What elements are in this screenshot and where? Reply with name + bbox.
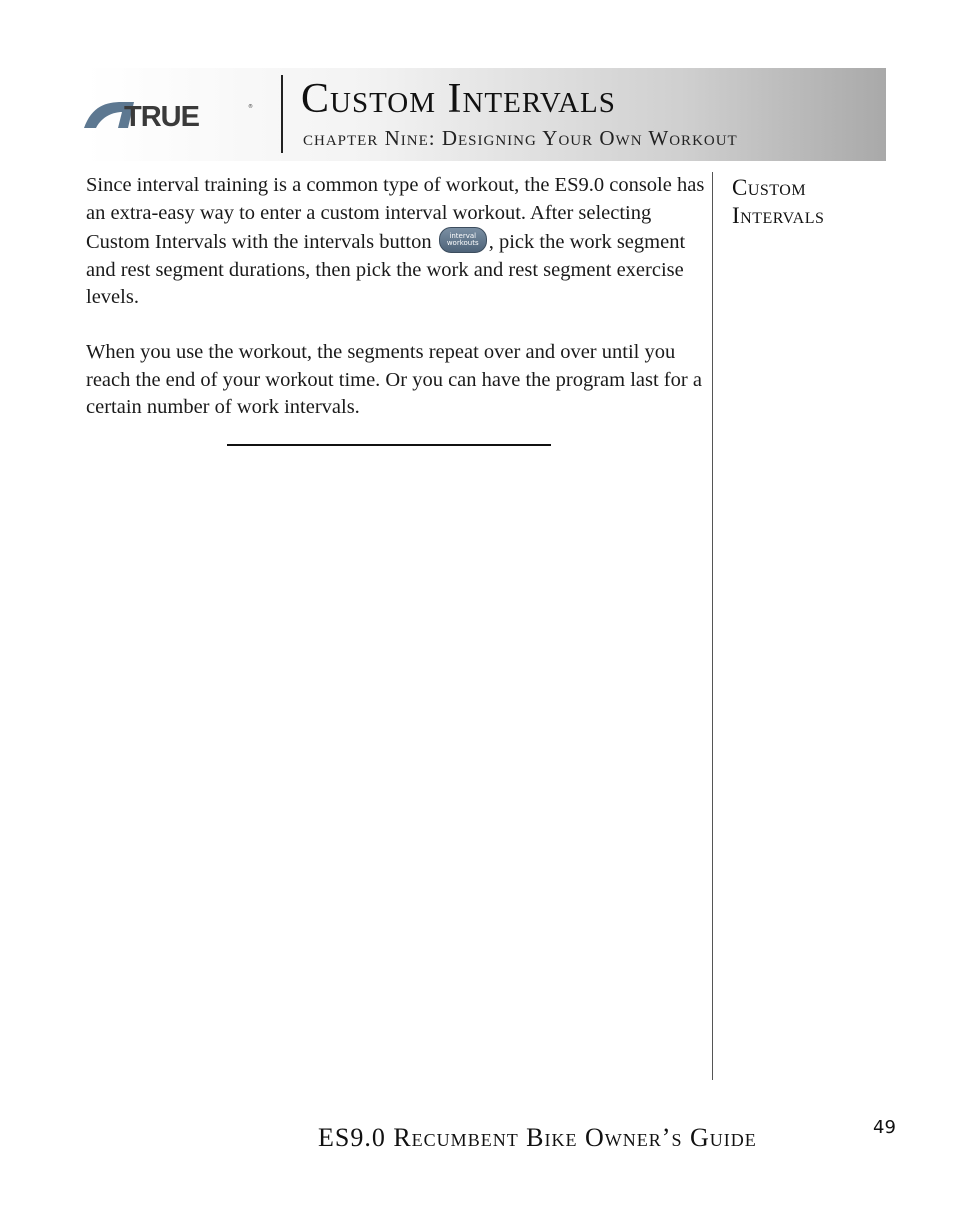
interval-workouts-button-icon	[439, 227, 487, 253]
button-icon-line-2: workouts	[446, 239, 479, 247]
true-logo	[84, 100, 253, 133]
paragraph-1	[86, 172, 706, 312]
logo-wordmark: TRUE	[124, 101, 199, 133]
paragraph-2: When you use the workout, the segments repeat over and over until you reach the end of your workout time. Or you can have the program last for a certain number of work intervals.	[86, 341, 702, 418]
logo-registered-mark: ®	[248, 104, 253, 110]
header-divider	[281, 75, 283, 153]
button-icon-line-1: interval	[449, 232, 477, 240]
page-title: Custom Intervals	[301, 76, 616, 122]
body-text	[86, 172, 706, 449]
sidebar-heading: Custom Intervals	[732, 175, 825, 228]
paragraph-1-tail: , pick the work segment and rest segment durations, then pick the work and rest segment exercise levels.	[86, 231, 686, 308]
section-rule	[227, 444, 551, 446]
page-number: 49	[873, 1117, 896, 1138]
paragraph-1-lead: Since interval training is a common type of workout, the ES9.0 console has an extra-easy way to enter a custom interval workout. After selecting Custom Intervals with the intervals button	[86, 174, 705, 253]
column-divider	[712, 172, 713, 1080]
chapter-subtitle: chapter Nine: Designing Your Own Workout	[303, 126, 738, 150]
footer-guide-title: ES9.0 Recumbent Bike Owner’s Guide	[318, 1123, 757, 1152]
